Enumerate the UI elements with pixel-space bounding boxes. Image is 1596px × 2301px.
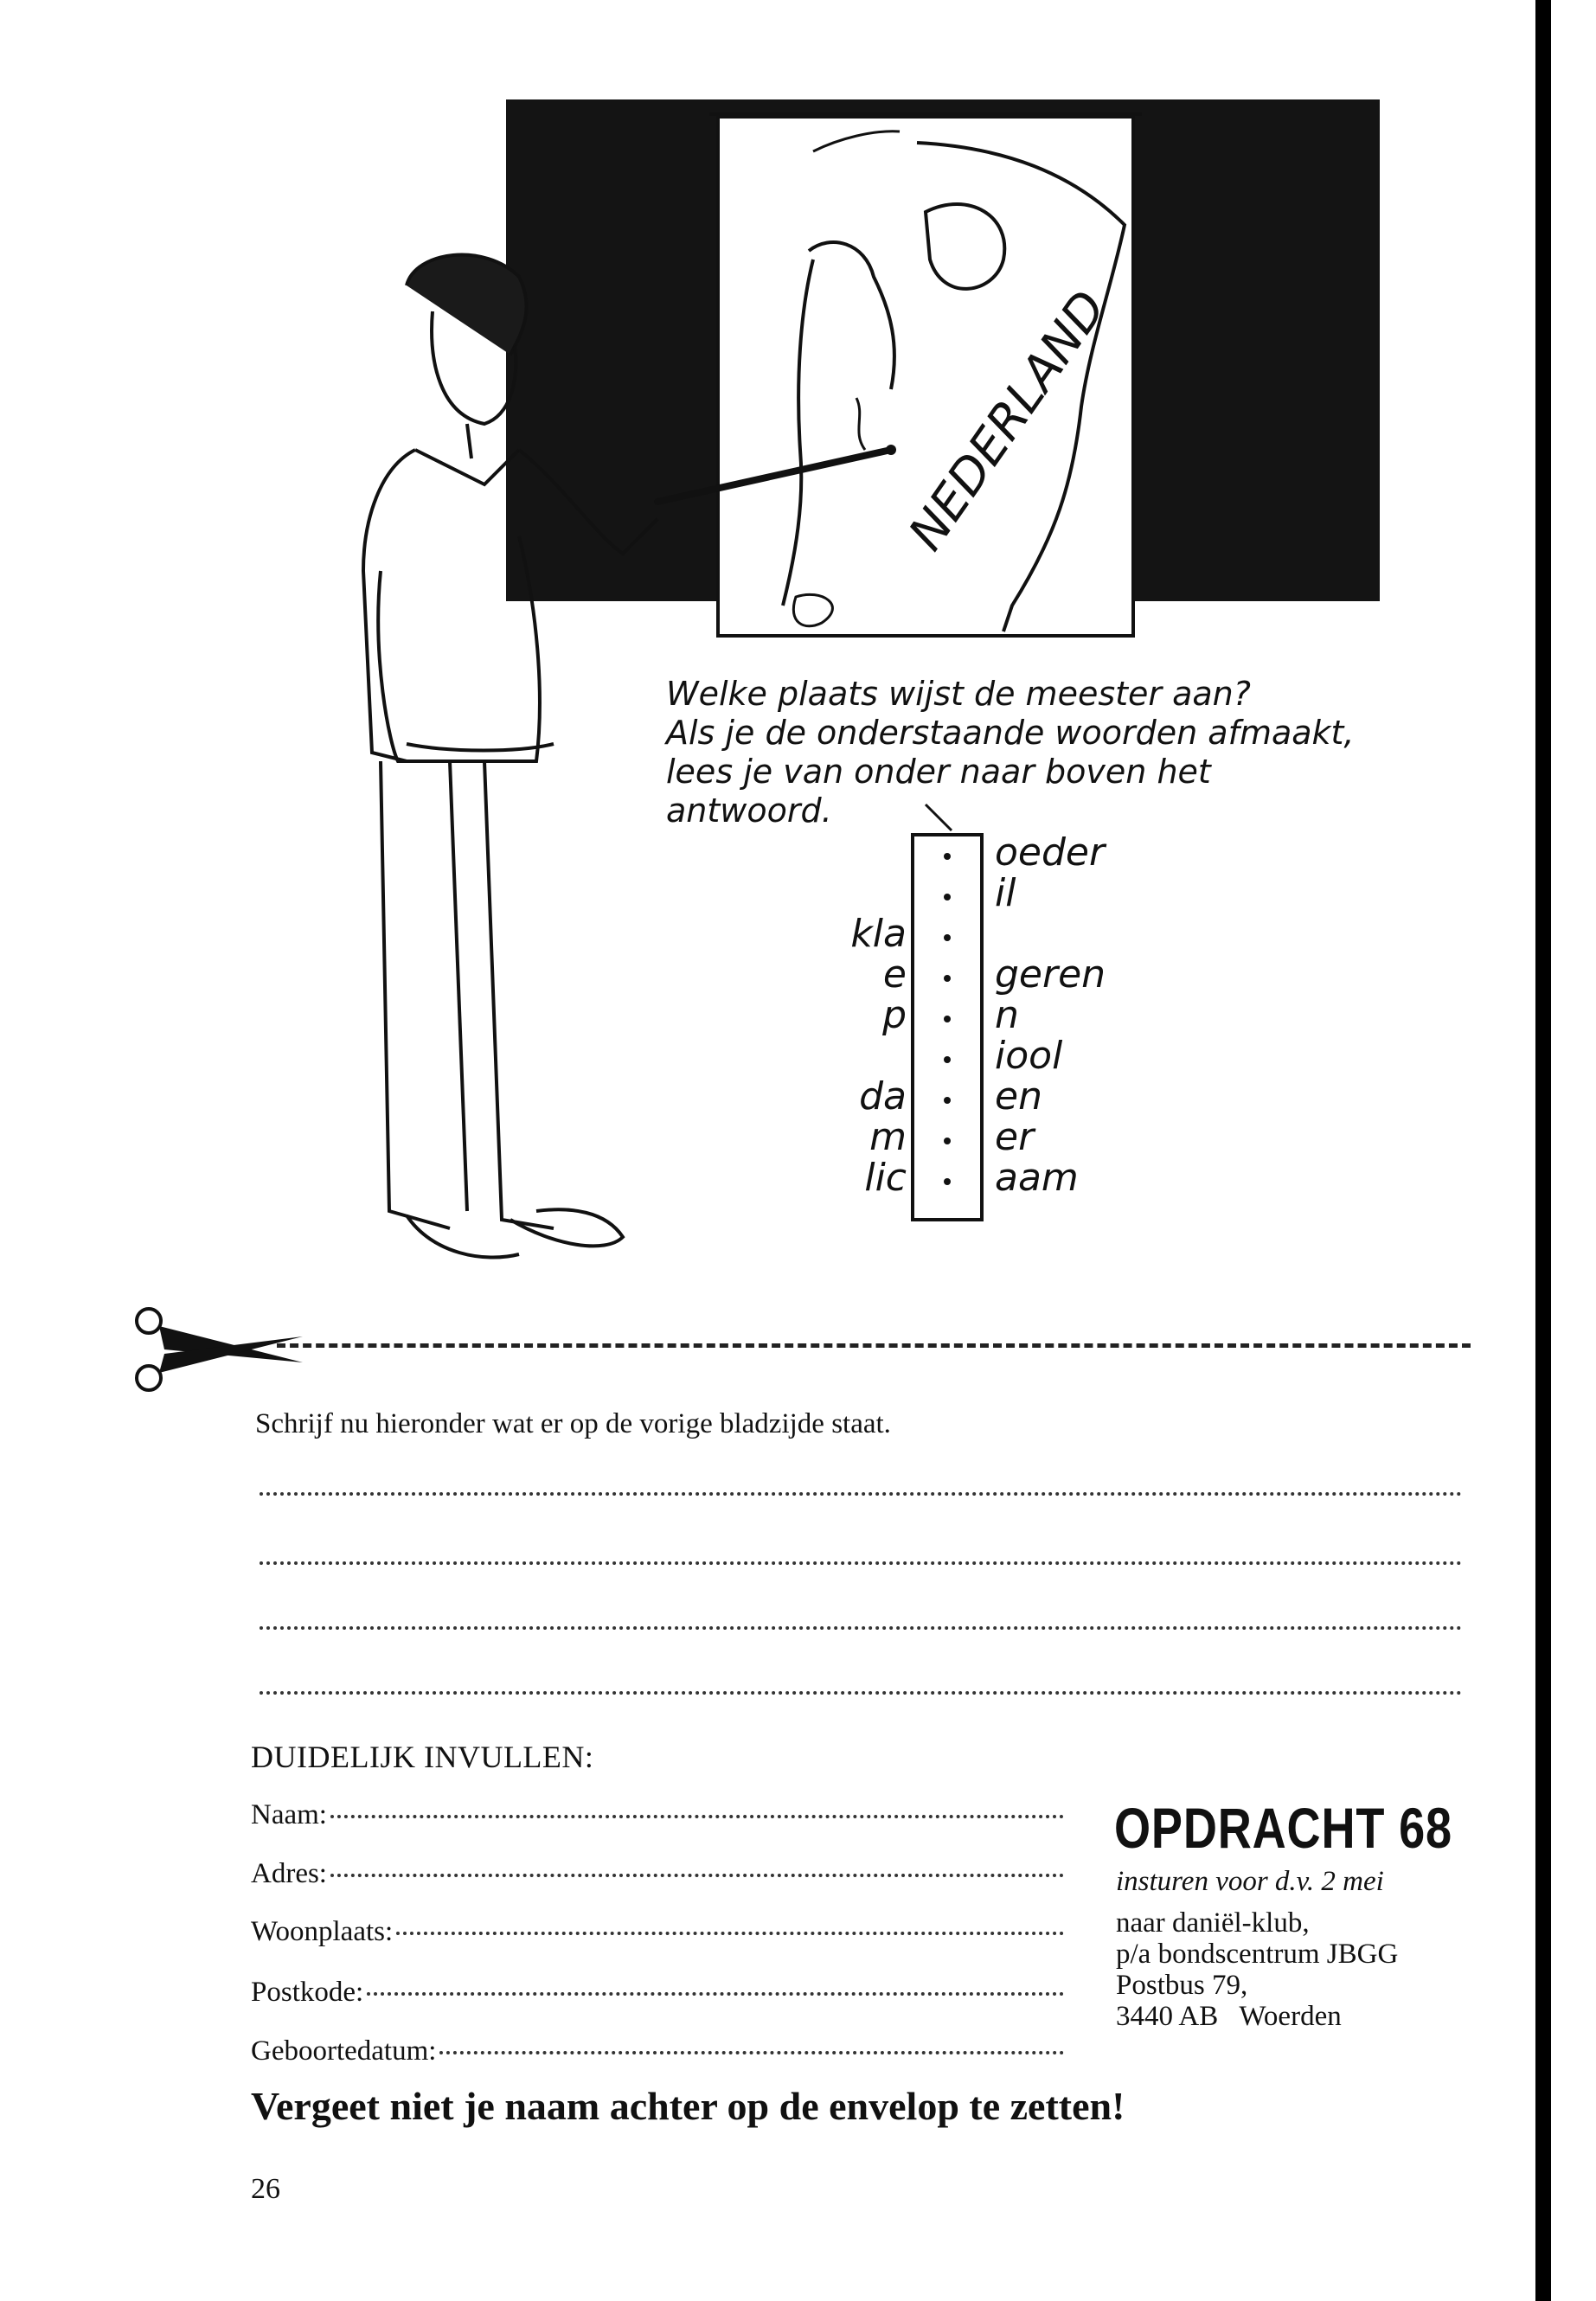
address-line: naar daniël-klub, — [1116, 1907, 1310, 1939]
svg-text:lees je van onder naar boven h: lees je van onder naar boven het — [666, 753, 1211, 791]
answer-line[interactable] — [260, 1626, 1462, 1630]
puzzle-dot — [944, 1016, 951, 1022]
address-label: Adres: — [251, 1858, 327, 1889]
puzzle-right-part: n — [995, 993, 1019, 1037]
answer-line[interactable] — [260, 1691, 1462, 1695]
svg-text:Als je de onderstaande woorden: Als je de onderstaande woorden afmaakt, — [666, 714, 1355, 752]
puzzle-right-part: er — [995, 1115, 1035, 1159]
puzzle-right-part: geren — [995, 952, 1106, 997]
birthdate-label: Geboortedatum: — [251, 2035, 437, 2067]
handwritten-question — [663, 675, 1355, 830]
address-field[interactable] — [251, 1858, 1064, 1890]
address-line: p/a bondscentrum JBGG — [1116, 1939, 1399, 1970]
puzzle-dot — [944, 1097, 951, 1104]
puzzle-right-part: aam — [995, 1156, 1079, 1200]
puzzle-dot — [944, 1138, 951, 1144]
instruction-text: Schrijf nu hieronder wat er op de vorige bladzijde staat. — [255, 1408, 891, 1439]
answer-line[interactable] — [260, 1492, 1462, 1496]
puzzle-dot — [944, 975, 951, 982]
address-dots[interactable] — [330, 1874, 1064, 1877]
puzzle-right-part: oeder — [995, 830, 1106, 875]
city-field[interactable] — [251, 1916, 1064, 1948]
puzzle-dot — [944, 1056, 951, 1063]
puzzle-left-part: kla — [850, 912, 907, 956]
page-number: 26 — [251, 2173, 280, 2205]
envelope-reminder: Vergeet niet je naam achter op de envelop te zetten! — [251, 2084, 1125, 2128]
city-label: Woonplaats: — [251, 1916, 394, 1947]
puzzle-dot — [944, 1178, 951, 1185]
map-of-netherlands — [709, 114, 1142, 636]
form-heading: DUIDELIJK INVULLEN: — [251, 1740, 594, 1774]
puzzle-dot — [944, 853, 951, 860]
city-dots[interactable] — [396, 1932, 1064, 1935]
puzzle-right-part: il — [995, 871, 1016, 915]
assignment-deadline: insturen voor d.v. 2 mei — [1116, 1866, 1384, 1897]
address-line: Postbus 79, — [1116, 1970, 1248, 2001]
puzzle-left-part: e — [882, 952, 907, 997]
puzzle-column — [913, 835, 982, 1220]
puzzle-left-part: p — [882, 993, 907, 1037]
word-puzzle — [850, 804, 1107, 1220]
birthdate-field[interactable] — [251, 2035, 1064, 2067]
scissors-icon — [130, 1302, 311, 1397]
puzzle-right-part: iool — [995, 1034, 1063, 1078]
puzzle-left-part: m — [869, 1115, 907, 1159]
postcode-label: Postkode: — [251, 1977, 364, 2008]
address-line: 3440 AB Woerden — [1116, 2001, 1342, 2032]
puzzle-dot — [944, 894, 951, 901]
name-field[interactable] — [251, 1799, 1064, 1831]
svg-text:Welke plaats wijst de meester: Welke plaats wijst de meester aan? — [666, 675, 1251, 713]
assignment-title: OPDRACHT 68 — [1114, 1796, 1452, 1860]
cut-line — [277, 1343, 1471, 1348]
answer-line[interactable] — [260, 1561, 1462, 1565]
birthdate-dots[interactable] — [439, 2051, 1064, 2054]
name-label: Naam: — [251, 1799, 327, 1830]
mailing-address — [1116, 1907, 1398, 2032]
map-label: NEDERLAND — [898, 280, 1118, 561]
puzzle-left-part: da — [859, 1074, 907, 1118]
puzzle-dot — [944, 934, 951, 941]
postcode-field[interactable] — [251, 1977, 1064, 2009]
postcode-dots[interactable] — [367, 1992, 1064, 1996]
puzzle-right-part: en — [995, 1074, 1042, 1118]
puzzle-left-part: lic — [864, 1156, 907, 1200]
svg-text:antwoord.: antwoord. — [666, 792, 832, 830]
name-dots[interactable] — [330, 1815, 1064, 1818]
